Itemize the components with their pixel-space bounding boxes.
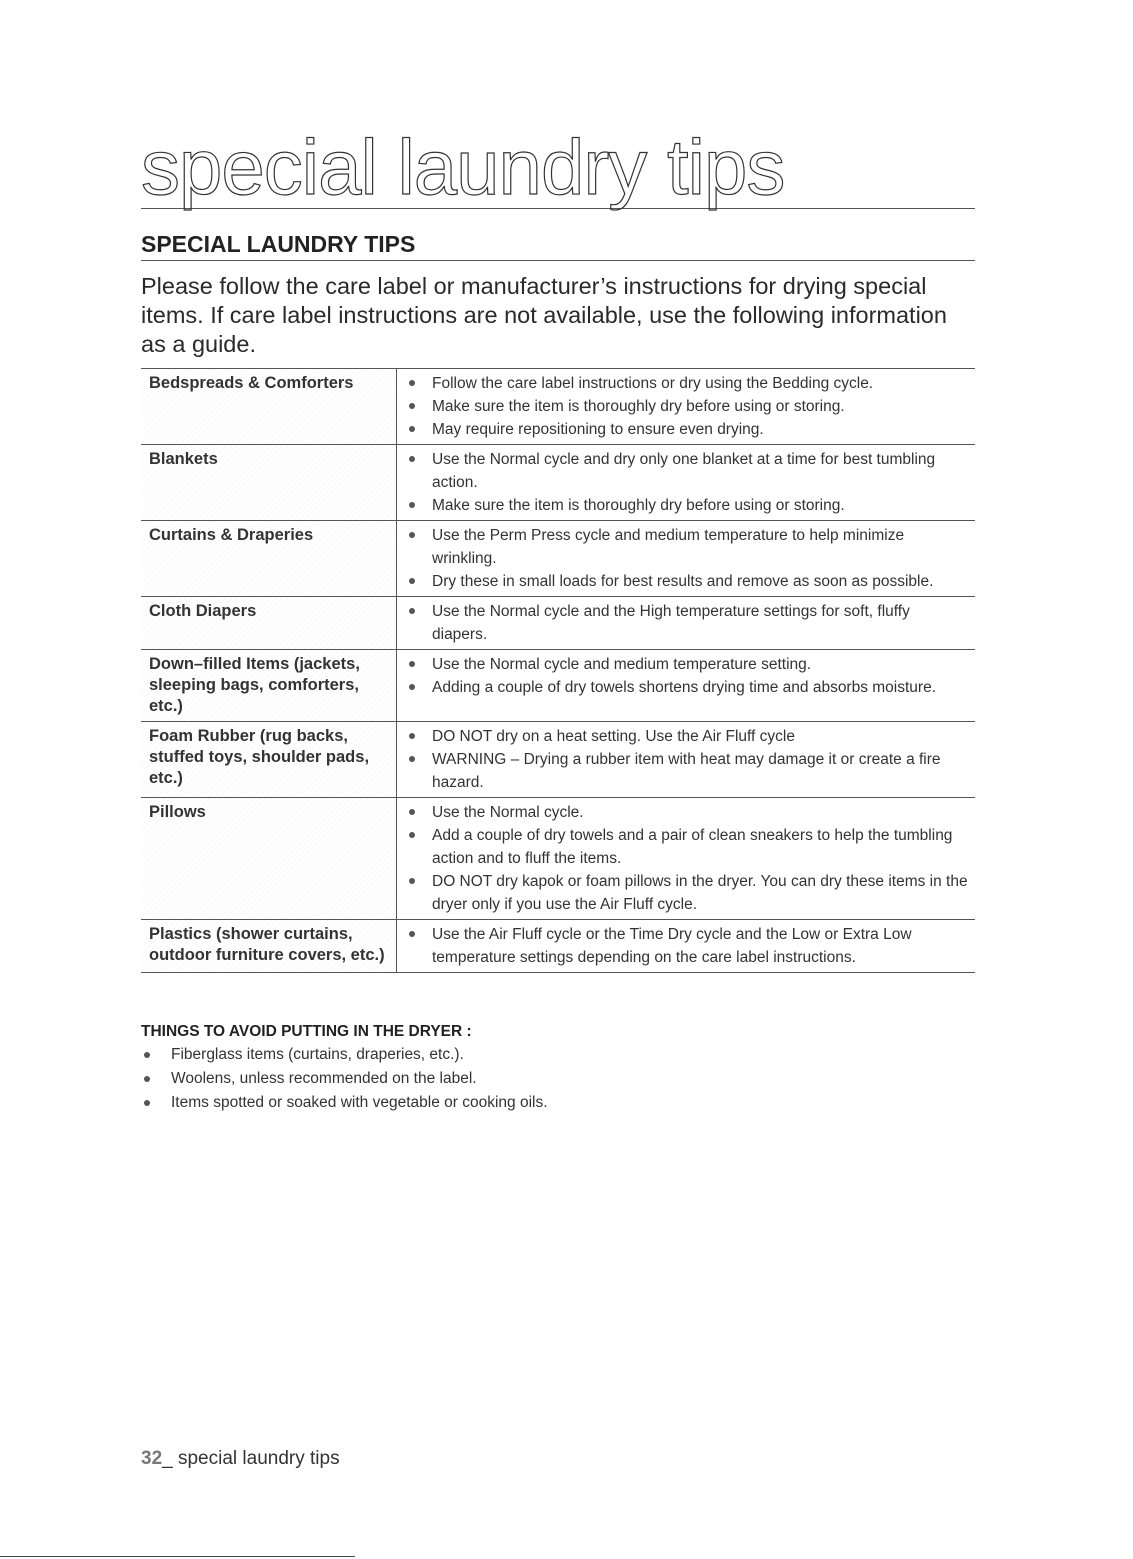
bullet-icon <box>144 1076 150 1082</box>
tips-cell <box>397 798 975 919</box>
page-number: 32 <box>141 1448 163 1469</box>
tip-item: Make sure the item is thoroughly dry before using or storing. <box>408 395 969 418</box>
avoid-item: Items spotted or soaked with vegetable or cooking oils. <box>141 1091 975 1115</box>
avoid-heading: THINGS TO AVOID PUTTING IN THE DRYER : <box>141 1023 472 1040</box>
tip-item: Make sure the item is thoroughly dry before using or storing. <box>408 494 969 517</box>
tips-cell <box>397 650 975 721</box>
page-title: special laundry tips <box>141 128 975 209</box>
item-name: Down–filled Items (jackets, sleeping bags, comforters, etc.) <box>141 650 397 721</box>
tip-item: Use the Normal cycle and medium temperature setting. <box>408 653 969 676</box>
item-name: Bedspreads & Comforters <box>141 369 397 444</box>
bullet-icon <box>409 684 415 690</box>
tip-item: Adding a couple of dry towels shortens drying time and absorbs moisture. <box>408 676 969 699</box>
table-row <box>141 650 975 722</box>
tips-cell <box>397 521 975 596</box>
table-row <box>141 722 975 798</box>
bullet-icon <box>409 832 415 838</box>
bullet-icon <box>144 1100 150 1106</box>
tip-item: Use the Normal cycle and the High temperature settings for soft, fluffy diapers. <box>408 600 969 646</box>
intro-paragraph: Please follow the care label or manufacturer’s instructions for drying special items. If care label instructions are not available, use the following information as a guide. <box>141 273 947 357</box>
section-heading: SPECIAL LAUNDRY TIPS <box>141 229 975 261</box>
bullet-icon <box>409 502 415 508</box>
tips-cell <box>397 920 975 972</box>
bullet-icon <box>409 809 415 815</box>
page-footer <box>141 1447 340 1471</box>
item-name: Blankets <box>141 445 397 520</box>
tip-item: Use the Normal cycle. <box>408 801 969 824</box>
tip-item: Use the Perm Press cycle and medium temperature to help minimize wrinkling. <box>408 524 969 570</box>
avoid-item: Fiberglass items (curtains, draperies, etc.). <box>141 1043 975 1067</box>
table-row <box>141 920 975 973</box>
divider <box>0 1556 355 1557</box>
bullet-icon <box>409 661 415 667</box>
footer-label: _ special laundry tips <box>162 1448 340 1469</box>
tip-item: Use the Air Fluff cycle or the Time Dry cycle and the Low or Extra Low temperature settings depending on the care label instructions. <box>408 923 969 969</box>
tip-item: Add a couple of dry towels and a pair of clean sneakers to help the tumbling action and to fluff the items. <box>408 824 969 870</box>
item-name: Pillows <box>141 798 397 919</box>
tip-item: DO NOT dry kapok or foam pillows in the dryer. You can dry these items in the dryer only if you use the Air Fluff cycle. <box>408 870 969 916</box>
tips-cell <box>397 369 975 444</box>
bullet-icon <box>409 733 415 739</box>
table-row <box>141 445 975 521</box>
item-name: Cloth Diapers <box>141 597 397 649</box>
tips-table <box>141 368 975 973</box>
table-row <box>141 521 975 597</box>
item-name: Plastics (shower curtains, outdoor furniture covers, etc.) <box>141 920 397 972</box>
tip-item: WARNING – Drying a rubber item with heat may damage it or create a fire hazard. <box>408 748 969 794</box>
bullet-icon <box>144 1052 150 1058</box>
tips-cell <box>397 445 975 520</box>
item-name: Curtains & Draperies <box>141 521 397 596</box>
avoid-item: Woolens, unless recommended on the label. <box>141 1067 975 1091</box>
table-row <box>141 798 975 920</box>
table-row <box>141 369 975 445</box>
bullet-icon <box>409 380 415 386</box>
bullet-icon <box>409 403 415 409</box>
tips-cell <box>397 597 975 649</box>
tip-item: DO NOT dry on a heat setting. Use the Air Fluff cycle <box>408 725 969 748</box>
item-name: Foam Rubber (rug backs, stuffed toys, shoulder pads, etc.) <box>141 722 397 797</box>
avoid-section <box>141 1021 975 1115</box>
tips-cell <box>397 722 975 797</box>
tip-item: Use the Normal cycle and dry only one blanket at a time for best tumbling action. <box>408 448 969 494</box>
table-row <box>141 597 975 650</box>
bullet-icon <box>409 456 415 462</box>
bullet-icon <box>409 756 415 762</box>
bullet-icon <box>409 608 415 614</box>
tip-item: May require repositioning to ensure even drying. <box>408 418 969 441</box>
bullet-icon <box>409 426 415 432</box>
bullet-icon <box>409 878 415 884</box>
tip-item: Dry these in small loads for best results and remove as soon as possible. <box>408 570 969 593</box>
bullet-icon <box>409 931 415 937</box>
bullet-icon <box>409 578 415 584</box>
bullet-icon <box>409 532 415 538</box>
tip-item: Follow the care label instructions or dry using the Bedding cycle. <box>408 372 969 395</box>
